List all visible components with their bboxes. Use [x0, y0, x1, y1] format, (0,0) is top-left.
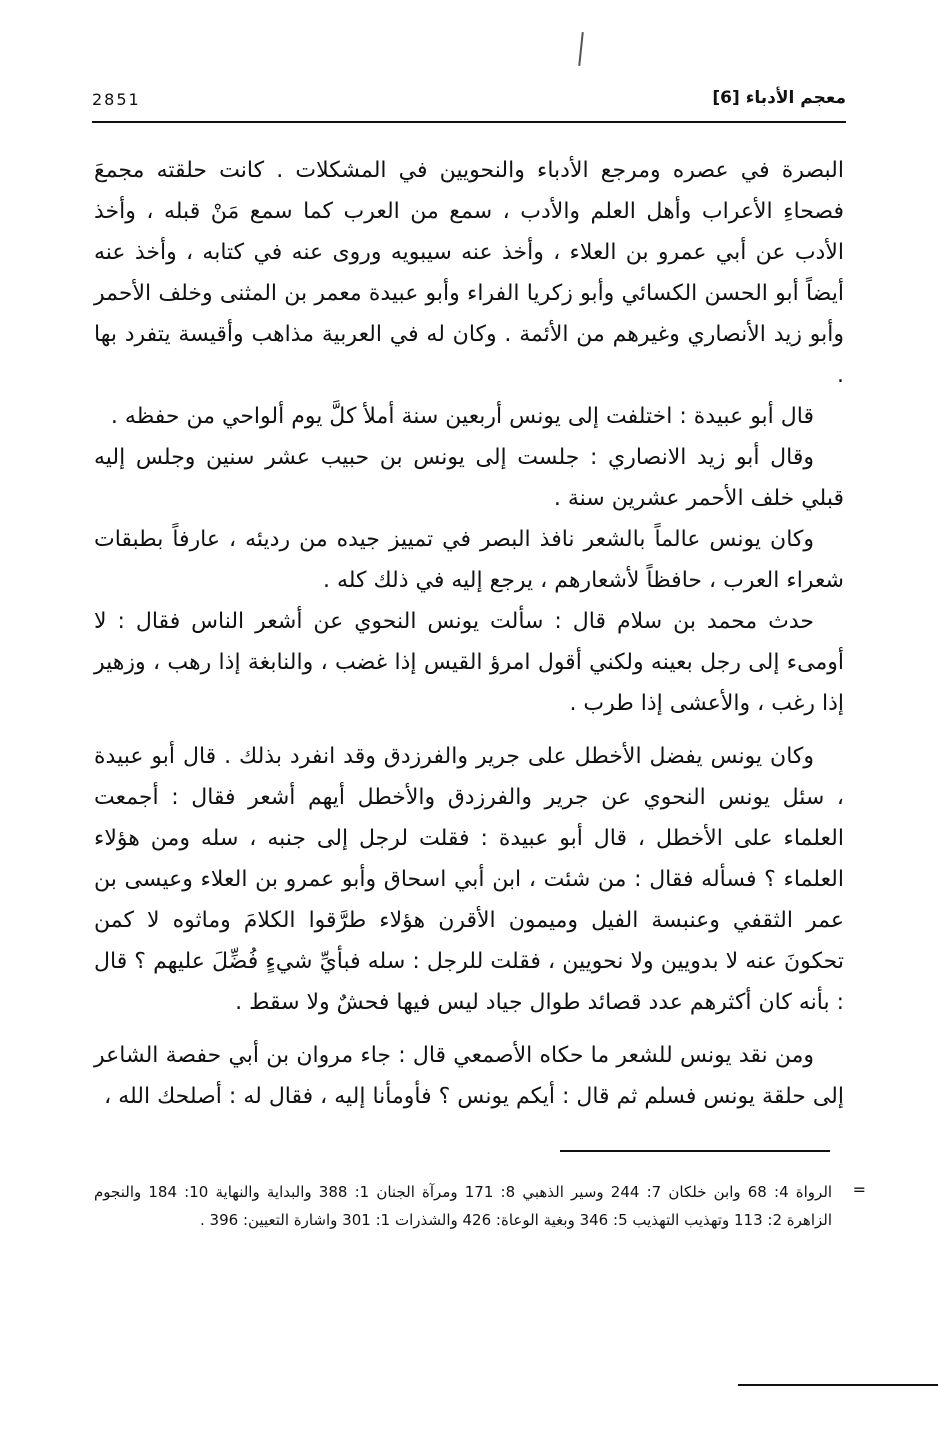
footnote-rule — [560, 1150, 830, 1152]
paragraph-akhtal: وكان يونس يفضل الأخطل على جرير والفرزدق وقد انفرد بذلك . قال أبو عبيدة ، سئل يونس النحوي عن جرير والفرزدق والأخطل أيهم أشعر فقال : أجمعت العلماء على الأخطل ، قال أبو عبيدة : فقلت لرجل إلى جنبه ، سله ومن هؤلاء العلماء ؟ فسأله فقال : من شئت ، ابن أبي اسحاق وأبو عمرو بن العلاء وعيسى بن عمر الثقفي وعنبسة الفيل وميمون الأقرن هؤلاء طرَّقوا الكلامَ وماثوه لا كمن تحكونَ عنه لا بدويين ولا نحويين ، فقلت للرجل : سله فبأيِّ شيءٍ فُضِّلَ عليهم ؟ قال : بأنه كان أكثرهم عدد قصائد طوال جياد ليس فيها فحشٌ ولا سقط . — [94, 744, 844, 1015]
main-text — [94, 150, 844, 1117]
paragraph-asmai: ومن نقد يونس للشعر ما حكاه الأصمعي قال : جاء مروان بن أبي حفصة الشاعر إلى حلقة يونس فسلم ثم قال : أيكم يونس ؟ فأومأنا إليه ، فقال له : أصلحك الله ، — [94, 1043, 844, 1109]
page-number: 2851 — [92, 90, 141, 109]
paragraph-poetry-knowledge: وكان يونس عالماً بالشعر نافذ البصر في تمييز جيده من رديئه ، عارفاً بطبقات شعراء العرب ، حافظاً لأشعارهم ، يرجع إليه في ذلك كله . — [94, 527, 844, 593]
footnote-marker: = — [852, 1180, 866, 1199]
footnote-references: الرواة 4: 68 وابن خلكان 7: 244 وسير الذهبي 8: 171 ومرآة الجنان 1: 388 والبداية والنهاية 10: 184 والنجوم الزاهرة 2: 113 وتهذيب التهذيب 5: 346 وبغية الوعاة: 426 والشذرات 1: 301 واشارة التعيين: 396 . — [94, 1183, 833, 1229]
paragraph-ibn-sallam: حدث محمد بن سلام قال : سألت يونس النحوي عن أشعر الناس فقال : لا أومىء إلى رجل بعينه ولكني أقول امرؤ القيس إذا غضب ، والنابغة إذا رهب ، وزهير إذا رغب ، والأعشى إذا طرب . — [94, 609, 844, 716]
page-scan-mark — [578, 32, 584, 66]
running-title: معجم الأدباء [6] — [712, 88, 846, 108]
bottom-rule — [738, 1384, 938, 1386]
paragraph-basra: البصرة في عصره ومرجع الأدباء والنحويين في المشكلات . كانت حلقته مجمعَ فصحاءِ الأعراب وأهل العلم والأدب ، سمع من العرب كما سمع مَنْ قبله ، وأخذ الأدب عن أبي عمرو بن العلاء ، وأخذ عنه سيبويه وروى عنه في كتابه ، وأخذ عنه أيضاً أبو الحسن الكسائي وأبو زكريا الفراء وأبو عبيدة معمر بن المثنى وخلف الأحمر وأبو زيد الأنصاري وغيرهم من الأئمة . وكان له في العربية مذاهب وأقيسة يتفرد بها . — [94, 158, 844, 388]
header-rule — [92, 121, 846, 123]
paragraph-abu-ubayda: قال أبو عبيدة : اختلفت إلى يونس أربعين سنة أملأ كلَّ يوم ألواحي من حفظه . — [110, 404, 814, 429]
paragraph-abu-zayd: وقال أبو زيد الانصاري : جلست إلى يونس بن حبيب عشر سنين وجلس إليه قبلي خلف الأحمر عشرين سنة . — [94, 445, 844, 511]
